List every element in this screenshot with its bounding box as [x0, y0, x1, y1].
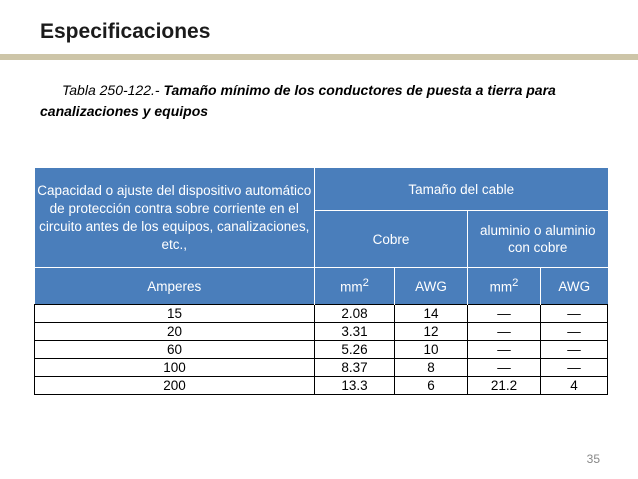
al-mm2-cell: — — [468, 359, 541, 377]
al-awg-header: AWG — [541, 268, 608, 305]
al-mm2-label: mm — [489, 279, 513, 295]
cu-awg-cell: 12 — [395, 323, 468, 341]
cu-awg-cell: 6 — [395, 377, 468, 395]
al-mm2-cell: — — [468, 305, 541, 323]
amperes-cell: 15 — [35, 305, 315, 323]
cu-mm2-cell: 3.31 — [315, 323, 395, 341]
cu-awg-cell: 8 — [395, 359, 468, 377]
cu-mm2-cell: 2.08 — [315, 305, 395, 323]
copper-header: Cobre — [315, 211, 468, 268]
cu-awg-header: AWG — [395, 268, 468, 305]
al-awg-cell: — — [541, 305, 608, 323]
al-mm2-header — [468, 268, 541, 305]
al-awg-cell: — — [541, 323, 608, 341]
cu-mm2-sup: 2 — [362, 277, 369, 290]
cu-mm2-label: mm — [340, 279, 363, 295]
cu-mm2-cell: 13.3 — [315, 377, 395, 395]
al-mm2-sup: 2 — [512, 277, 519, 290]
table-row — [35, 377, 608, 395]
cu-mm2-cell: 5.26 — [315, 341, 395, 359]
slide-title: Especificaciones — [40, 20, 211, 43]
aluminum-header: aluminio o aluminio con cobre — [468, 211, 608, 268]
table-row — [35, 323, 608, 341]
cu-mm2-header — [315, 268, 395, 305]
amperes-cell: 60 — [35, 341, 315, 359]
al-mm2-cell: 21.2 — [468, 377, 541, 395]
table-row — [35, 341, 608, 359]
spec-table — [34, 168, 608, 395]
cu-mm2-cell: 8.37 — [315, 359, 395, 377]
amperes-header: Amperes — [35, 268, 315, 305]
al-awg-cell: — — [541, 341, 608, 359]
caption-label: Tabla 250-122.- — [62, 82, 164, 98]
table-row — [35, 305, 608, 323]
title-divider — [0, 54, 638, 60]
al-awg-cell: 4 — [541, 377, 608, 395]
al-awg-cell: — — [541, 359, 608, 377]
amperes-cell: 20 — [35, 323, 315, 341]
table-row — [35, 359, 608, 377]
amperes-cell: 100 — [35, 359, 315, 377]
cu-awg-cell: 14 — [395, 305, 468, 323]
table-caption — [40, 80, 625, 122]
cable-size-header: Tamaño del cable — [315, 168, 608, 211]
amperes-cell: 200 — [35, 377, 315, 395]
cu-awg-cell: 10 — [395, 341, 468, 359]
caption-title: Tamaño mínimo de los conductores de puesta a tierra para canalizaciones y equipos — [40, 82, 556, 119]
page-number: 35 — [586, 452, 600, 466]
al-mm2-cell: — — [468, 323, 541, 341]
device-header: Capacidad o ajuste del dispositivo automático de protección contra sobre corriente en el circuito antes de los equipos, canalizaciones, etc., — [35, 168, 315, 268]
al-mm2-cell: — — [468, 341, 541, 359]
